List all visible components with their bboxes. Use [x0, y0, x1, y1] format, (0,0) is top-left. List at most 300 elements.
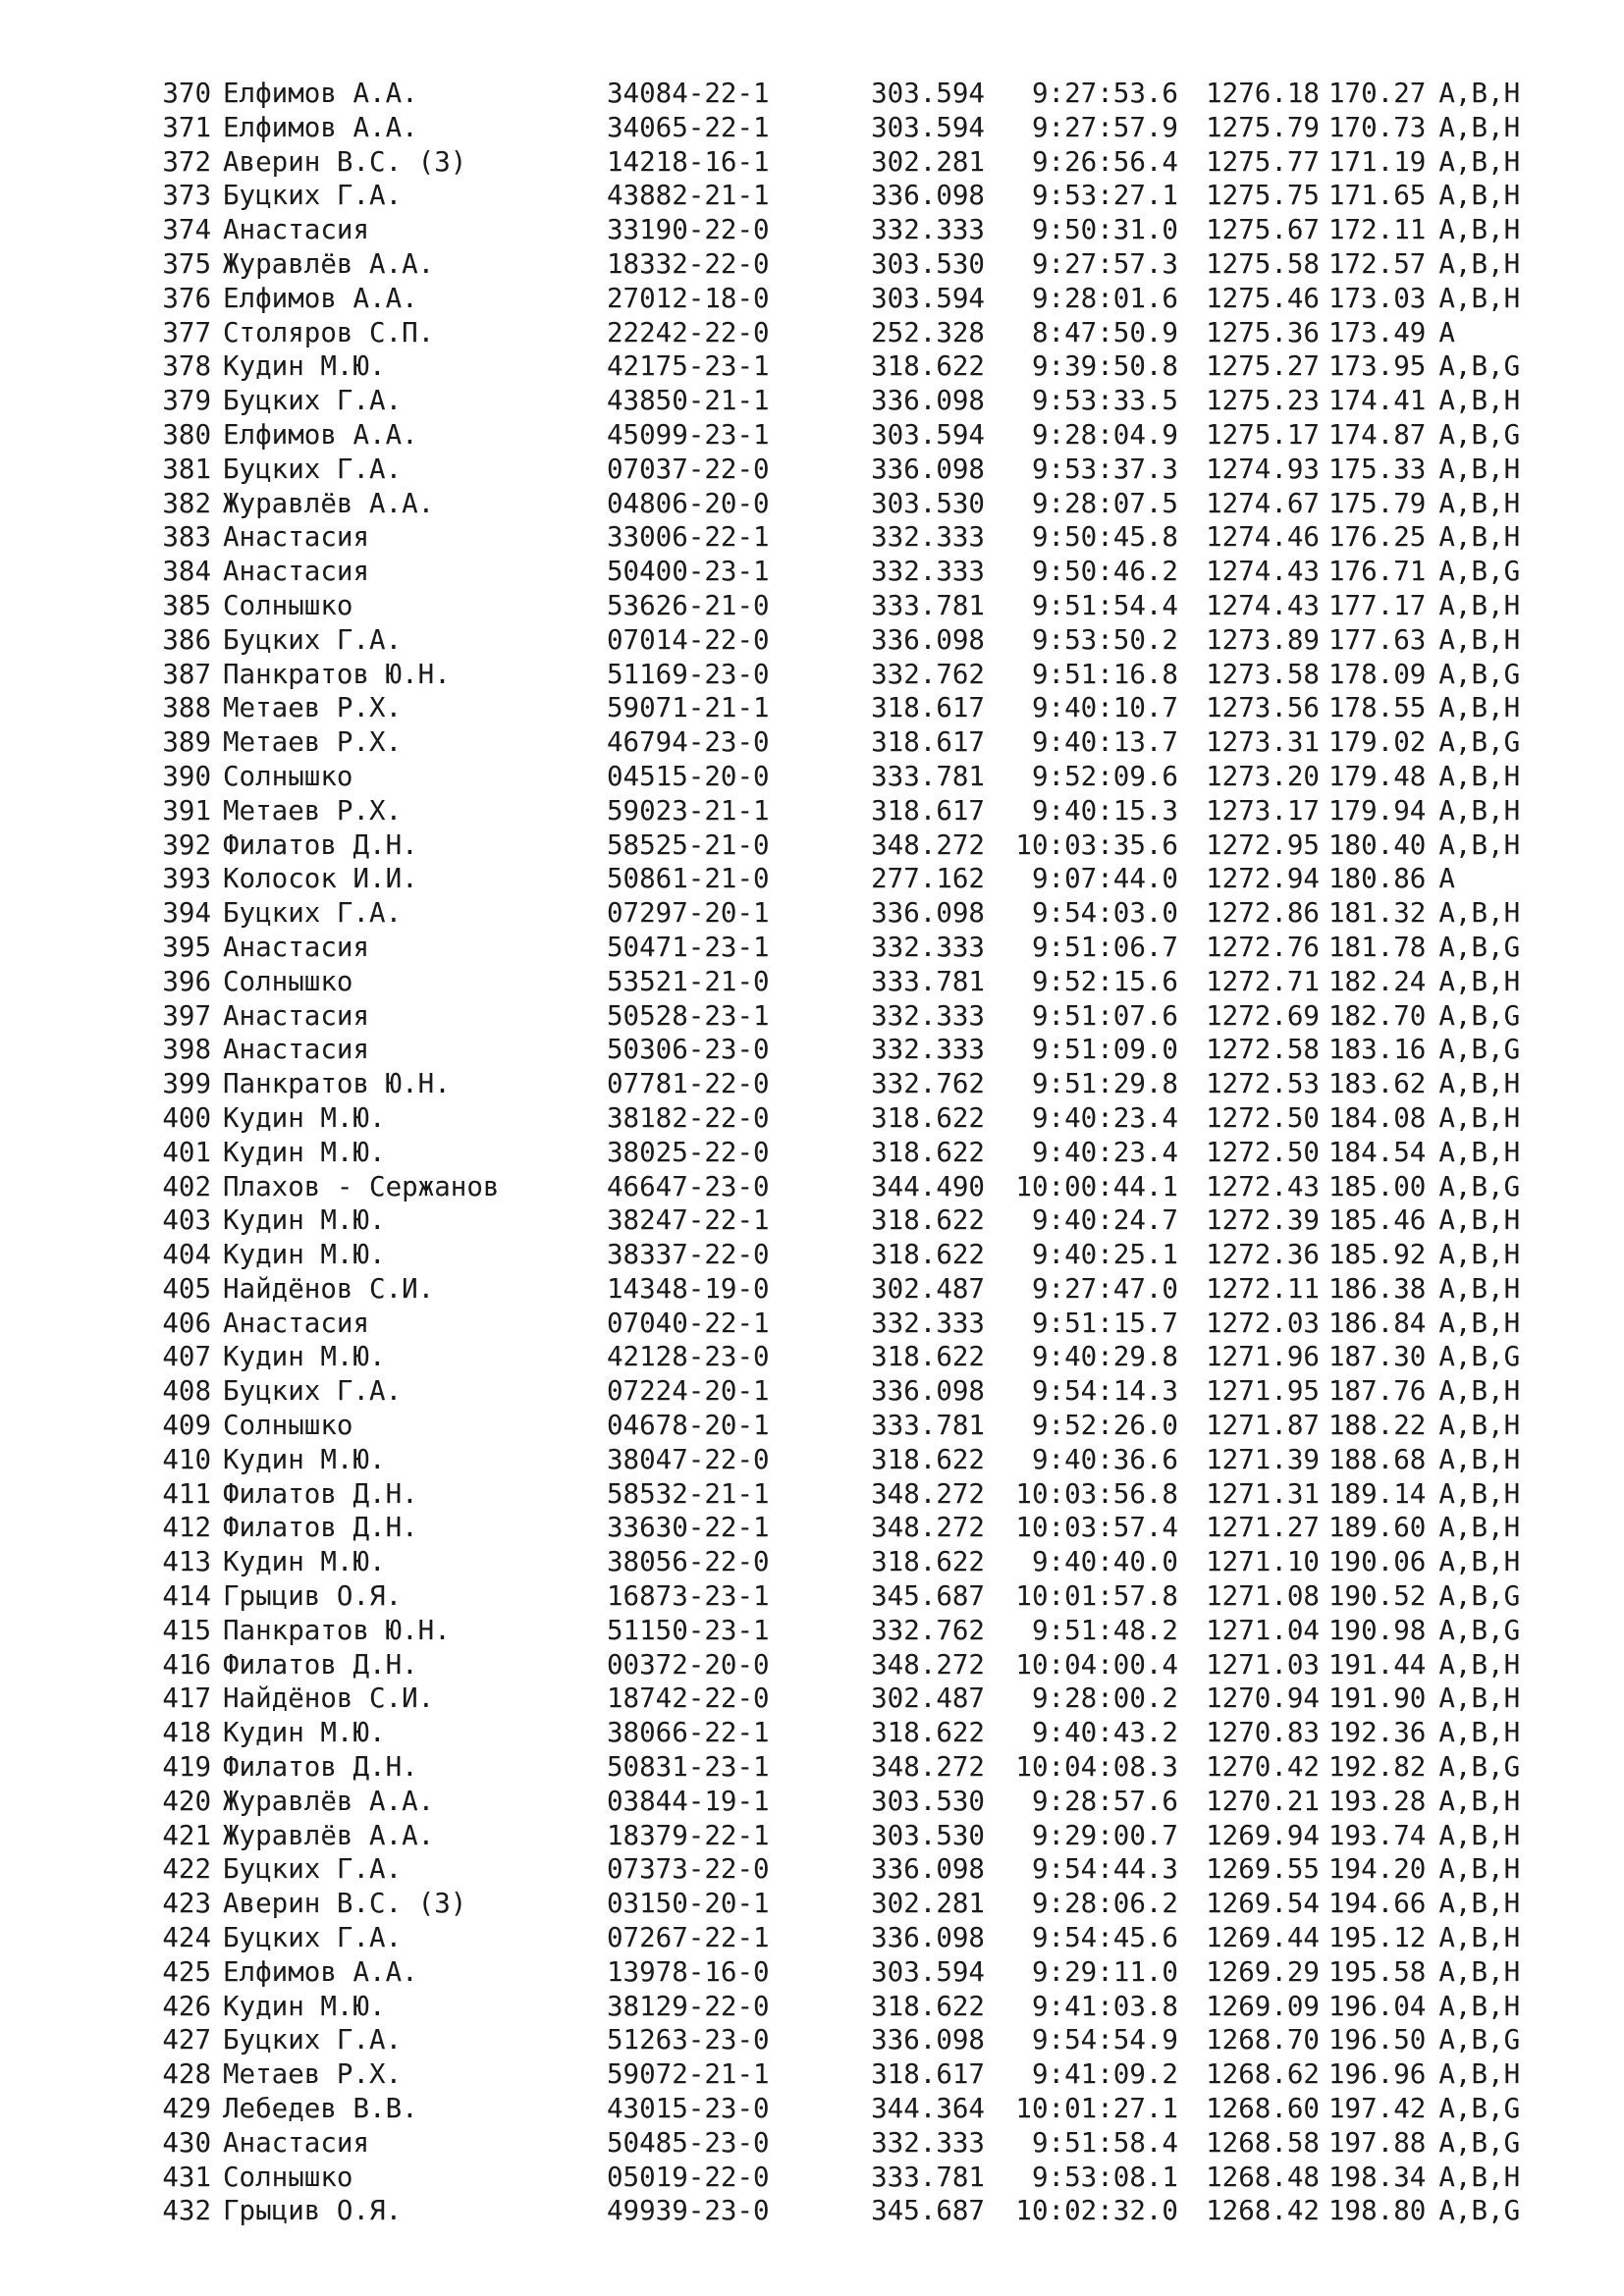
rank-cell: 387 [162, 658, 211, 690]
fancier-name-cell: Найдёнов С.И. [223, 1682, 435, 1715]
category-cell: A,B,H [1438, 1682, 1521, 1715]
distance-cell: 336.098 [871, 897, 985, 930]
speed-cell: 1275.77 [1206, 145, 1320, 178]
flight-time-cell: 9:53:37.3 [1031, 453, 1178, 485]
fancier-name-cell: Панкратов Ю.Н. [223, 1068, 451, 1100]
ring-number-cell: 50306-23-0 [607, 1034, 770, 1066]
fancier-name-cell: Буцких Г.А. [223, 1922, 403, 1954]
category-cell: A,B,G [1438, 999, 1521, 1032]
coefficient-cell: 174.41 [1328, 385, 1427, 417]
ring-number-cell: 04806-20-0 [607, 487, 770, 519]
flight-time-cell: 9:40:36.6 [1031, 1443, 1178, 1475]
category-cell: A,B,H [1438, 1546, 1521, 1578]
ring-number-cell: 43882-21-1 [607, 180, 770, 212]
speed-cell: 1274.46 [1206, 521, 1320, 554]
distance-cell: 318.622 [871, 350, 985, 383]
fancier-name-cell: Буцких Г.А. [223, 385, 403, 417]
distance-cell: 336.098 [871, 623, 985, 656]
flight-time-cell: 9:41:09.2 [1031, 2058, 1178, 2091]
speed-cell: 1271.87 [1206, 1410, 1320, 1442]
category-cell: A,B,H [1438, 1307, 1521, 1339]
rank-cell: 390 [162, 760, 211, 792]
rank-cell: 414 [162, 1580, 211, 1613]
table-row [144, 1921, 1520, 1955]
distance-cell: 318.622 [871, 1990, 985, 2022]
coefficient-cell: 193.28 [1328, 1785, 1427, 1817]
coefficient-cell: 173.49 [1328, 316, 1427, 348]
rank-cell: 380 [162, 418, 211, 451]
flight-time-cell: 9:40:23.4 [1031, 1101, 1178, 1134]
rank-cell: 417 [162, 1682, 211, 1715]
ring-number-cell: 18332-22-0 [607, 247, 770, 280]
coefficient-cell: 182.70 [1328, 999, 1427, 1032]
coefficient-cell: 179.02 [1328, 726, 1427, 759]
coefficient-cell: 171.65 [1328, 180, 1427, 212]
coefficient-cell: 171.19 [1328, 145, 1427, 178]
coefficient-cell: 177.63 [1328, 623, 1427, 656]
fancier-name-cell: Аверин В.С. (З) [223, 1888, 467, 1920]
coefficient-cell: 196.96 [1328, 2058, 1427, 2091]
speed-cell: 1273.20 [1206, 760, 1320, 792]
distance-cell: 318.622 [871, 1341, 985, 1373]
ring-number-cell: 38066-22-1 [607, 1717, 770, 1749]
fancier-name-cell: Кудин М.Ю. [223, 1717, 386, 1749]
rank-cell: 389 [162, 726, 211, 759]
ring-number-cell: 34084-22-1 [607, 78, 770, 109]
speed-cell: 1270.94 [1206, 1682, 1320, 1715]
table-row [144, 418, 1520, 453]
flight-time-cell: 9:28:07.5 [1031, 487, 1178, 519]
ring-number-cell: 43015-23-0 [607, 2093, 770, 2125]
table-row [144, 349, 1520, 384]
category-cell: A,B,G [1438, 2093, 1521, 2125]
coefficient-cell: 190.06 [1328, 1546, 1427, 1578]
speed-cell: 1268.58 [1206, 2126, 1320, 2159]
speed-cell: 1272.11 [1206, 1272, 1320, 1305]
rank-cell: 428 [162, 2058, 211, 2091]
ring-number-cell: 51169-23-0 [607, 658, 770, 690]
flight-time-cell: 10:02:32.0 [1015, 2195, 1178, 2227]
flight-time-cell: 9:29:00.7 [1031, 1819, 1178, 1851]
ring-number-cell: 53626-21-0 [607, 589, 770, 621]
fancier-name-cell: Столяров С.П. [223, 316, 435, 348]
fancier-name-cell: Анастасия [223, 521, 370, 554]
ring-number-cell: 50400-23-1 [607, 556, 770, 588]
distance-cell: 332.333 [871, 214, 985, 246]
rank-cell: 432 [162, 2195, 211, 2227]
table-row [144, 999, 1520, 1034]
fancier-name-cell: Кудин М.Ю. [223, 1136, 386, 1168]
ring-number-cell: 07267-22-1 [607, 1922, 770, 1954]
rank-cell: 429 [162, 2093, 211, 2125]
speed-cell: 1276.18 [1206, 78, 1320, 109]
ring-number-cell: 59072-21-1 [607, 2058, 770, 2091]
table-row [144, 316, 1520, 350]
coefficient-cell: 190.98 [1328, 1614, 1427, 1646]
ring-number-cell: 50528-23-1 [607, 999, 770, 1032]
table-row [144, 1238, 1520, 1272]
ring-number-cell: 07297-20-1 [607, 897, 770, 930]
flight-time-cell: 9:40:40.0 [1031, 1546, 1178, 1578]
speed-cell: 1268.60 [1206, 2093, 1320, 2125]
speed-cell: 1274.43 [1206, 556, 1320, 588]
rank-cell: 400 [162, 1101, 211, 1134]
category-cell: A,B,H [1438, 1239, 1521, 1271]
fancier-name-cell: Анастасия [223, 931, 370, 963]
rank-cell: 405 [162, 1272, 211, 1305]
category-cell: A,B,G [1438, 1751, 1521, 1784]
coefficient-cell: 184.08 [1328, 1101, 1427, 1134]
coefficient-cell: 198.80 [1328, 2195, 1427, 2227]
ring-number-cell: 33190-22-0 [607, 214, 770, 246]
fancier-name-cell: Журавлёв А.А. [223, 487, 435, 519]
category-cell: A,B,H [1438, 692, 1521, 724]
category-cell: A,B,G [1438, 1170, 1521, 1202]
coefficient-cell: 173.03 [1328, 282, 1427, 314]
coefficient-cell: 170.27 [1328, 78, 1427, 109]
category-cell: A,B,G [1438, 2195, 1521, 2227]
distance-cell: 318.622 [871, 1136, 985, 1168]
ring-number-cell: 50861-21-0 [607, 863, 770, 895]
distance-cell: 318.622 [871, 1204, 985, 1237]
category-cell: A,B,G [1438, 2126, 1521, 2159]
table-row [144, 1716, 1520, 1750]
fancier-name-cell: Солнышко [223, 965, 353, 997]
distance-cell: 318.617 [871, 726, 985, 759]
distance-cell: 318.622 [871, 1101, 985, 1134]
distance-cell: 348.272 [871, 1477, 985, 1510]
fancier-name-cell: Буцких Г.А. [223, 897, 403, 930]
fancier-name-cell: Солнышко [223, 760, 353, 792]
category-cell: A,B,H [1438, 794, 1521, 827]
fancier-name-cell: Журавлёв А.А. [223, 247, 435, 280]
ring-number-cell: 03844-19-1 [607, 1785, 770, 1817]
rank-cell: 399 [162, 1068, 211, 1100]
distance-cell: 303.530 [871, 247, 985, 280]
fancier-name-cell: Кудин М.Ю. [223, 1341, 386, 1373]
flight-time-cell: 10:01:57.8 [1015, 1580, 1178, 1613]
category-cell: A,B,H [1438, 282, 1521, 314]
fancier-name-cell: Метаев Р.Х. [223, 794, 403, 827]
table-row [144, 1033, 1520, 1067]
category-cell: A,B,H [1438, 1955, 1521, 1988]
distance-cell: 332.333 [871, 1307, 985, 1339]
flight-time-cell: 9:27:57.9 [1031, 111, 1178, 143]
flight-time-cell: 9:53:50.2 [1031, 623, 1178, 656]
coefficient-cell: 197.42 [1328, 2093, 1427, 2125]
rank-cell: 401 [162, 1136, 211, 1168]
flight-time-cell: 9:51:58.4 [1031, 2126, 1178, 2159]
flight-time-cell: 9:51:16.8 [1031, 658, 1178, 690]
flight-time-cell: 9:50:46.2 [1031, 556, 1178, 588]
flight-time-cell: 9:51:15.7 [1031, 1307, 1178, 1339]
ring-number-cell: 50485-23-0 [607, 2126, 770, 2159]
distance-cell: 336.098 [871, 1375, 985, 1408]
coefficient-cell: 186.84 [1328, 1307, 1427, 1339]
flight-time-cell: 9:54:54.9 [1031, 2024, 1178, 2056]
rank-cell: 373 [162, 180, 211, 212]
rank-cell: 423 [162, 1888, 211, 1920]
speed-cell: 1271.10 [1206, 1546, 1320, 1578]
speed-cell: 1272.76 [1206, 931, 1320, 963]
flight-time-cell: 9:52:15.6 [1031, 965, 1178, 997]
flight-time-cell: 9:52:09.6 [1031, 760, 1178, 792]
table-row [144, 77, 1520, 111]
speed-cell: 1269.94 [1206, 1819, 1320, 1851]
table-row [144, 589, 1520, 623]
coefficient-cell: 194.66 [1328, 1888, 1427, 1920]
speed-cell: 1272.36 [1206, 1239, 1320, 1271]
ring-number-cell: 38182-22-0 [607, 1101, 770, 1134]
table-row [144, 691, 1520, 725]
table-row [144, 453, 1520, 487]
distance-cell: 336.098 [871, 1922, 985, 1954]
table-row [144, 2194, 1520, 2228]
fancier-name-cell: Елфимов А.А. [223, 111, 418, 143]
flight-time-cell: 10:04:00.4 [1015, 1648, 1178, 1681]
coefficient-cell: 184.54 [1328, 1136, 1427, 1168]
fancier-name-cell: Елфимов А.А. [223, 1955, 418, 1988]
speed-cell: 1272.50 [1206, 1101, 1320, 1134]
speed-cell: 1269.09 [1206, 1990, 1320, 2022]
ring-number-cell: 33006-22-1 [607, 521, 770, 554]
category-cell: A,B,H [1438, 1512, 1521, 1544]
table-row [144, 247, 1520, 282]
coefficient-cell: 177.17 [1328, 589, 1427, 621]
coefficient-cell: 191.44 [1328, 1648, 1427, 1681]
speed-cell: 1271.31 [1206, 1477, 1320, 1510]
category-cell: A,B,H [1438, 214, 1521, 246]
category-cell: A,B,H [1438, 2058, 1521, 2091]
rank-cell: 371 [162, 111, 211, 143]
category-cell: A,B,G [1438, 1614, 1521, 1646]
fancier-name-cell: Аверин В.С. (З) [223, 145, 467, 178]
ring-number-cell: 07224-20-1 [607, 1375, 770, 1408]
coefficient-cell: 185.00 [1328, 1170, 1427, 1202]
speed-cell: 1274.67 [1206, 487, 1320, 519]
fancier-name-cell: Грыцив О.Я. [223, 1580, 403, 1613]
speed-cell: 1268.48 [1206, 2161, 1320, 2193]
ring-number-cell: 38047-22-0 [607, 1443, 770, 1475]
coefficient-cell: 192.82 [1328, 1751, 1427, 1784]
distance-cell: 302.281 [871, 1888, 985, 1920]
ring-number-cell: 38337-22-0 [607, 1239, 770, 1271]
rank-cell: 412 [162, 1512, 211, 1544]
flight-time-cell: 10:04:08.3 [1015, 1751, 1178, 1784]
ring-number-cell: 53521-21-0 [607, 965, 770, 997]
ring-number-cell: 18742-22-0 [607, 1682, 770, 1715]
rank-cell: 430 [162, 2126, 211, 2159]
ring-number-cell: 59023-21-1 [607, 794, 770, 827]
table-row [144, 2161, 1520, 2195]
category-cell: A,B,H [1438, 1785, 1521, 1817]
category-cell: A,B,H [1438, 145, 1521, 178]
flight-time-cell: 10:03:57.4 [1015, 1512, 1178, 1544]
rank-cell: 378 [162, 350, 211, 383]
table-row [144, 1136, 1520, 1170]
category-cell: A,B,H [1438, 385, 1521, 417]
category-cell: A,B,G [1438, 931, 1521, 963]
rank-cell: 419 [162, 1751, 211, 1784]
ring-number-cell: 03150-20-1 [607, 1888, 770, 1920]
distance-cell: 332.333 [871, 556, 985, 588]
rank-cell: 418 [162, 1717, 211, 1749]
table-row [144, 1511, 1520, 1545]
category-cell: A,B,G [1438, 1341, 1521, 1373]
speed-cell: 1273.17 [1206, 794, 1320, 827]
category-cell: A,B,H [1438, 1136, 1521, 1168]
speed-cell: 1269.29 [1206, 1955, 1320, 1988]
coefficient-cell: 175.79 [1328, 487, 1427, 519]
table-row [144, 794, 1520, 828]
ring-number-cell: 51263-23-0 [607, 2024, 770, 2056]
flight-time-cell: 9:53:08.1 [1031, 2161, 1178, 2193]
flight-time-cell: 9:28:06.2 [1031, 1888, 1178, 1920]
rank-cell: 397 [162, 999, 211, 1032]
rank-cell: 391 [162, 794, 211, 827]
fancier-name-cell: Плахов - Сержанов [223, 1170, 500, 1202]
rank-cell: 426 [162, 1990, 211, 2022]
flight-time-cell: 9:28:01.6 [1031, 282, 1178, 314]
fancier-name-cell: Филатов Д.Н. [223, 1512, 418, 1544]
ring-number-cell: 46647-23-0 [607, 1170, 770, 1202]
coefficient-cell: 188.68 [1328, 1443, 1427, 1475]
ring-number-cell: 45099-23-1 [607, 418, 770, 451]
coefficient-cell: 189.14 [1328, 1477, 1427, 1510]
distance-cell: 332.762 [871, 658, 985, 690]
table-row [144, 1272, 1520, 1307]
category-cell: A,B,H [1438, 1853, 1521, 1886]
table-row [144, 1648, 1520, 1682]
rank-cell: 388 [162, 692, 211, 724]
table-row [144, 931, 1520, 965]
ring-number-cell: 38056-22-0 [607, 1546, 770, 1578]
speed-cell: 1275.17 [1206, 418, 1320, 451]
coefficient-cell: 176.71 [1328, 556, 1427, 588]
speed-cell: 1273.31 [1206, 726, 1320, 759]
ring-number-cell: 07040-22-1 [607, 1307, 770, 1339]
rank-cell: 415 [162, 1614, 211, 1646]
distance-cell: 318.622 [871, 1546, 985, 1578]
category-cell: A,B,H [1438, 1410, 1521, 1442]
distance-cell: 303.530 [871, 1819, 985, 1851]
results-body [144, 77, 1520, 2228]
rank-cell: 402 [162, 1170, 211, 1202]
speed-cell: 1270.21 [1206, 1785, 1320, 1817]
fancier-name-cell: Кудин М.Ю. [223, 1101, 386, 1134]
fancier-name-cell: Журавлёв А.А. [223, 1785, 435, 1817]
table-row [144, 2126, 1520, 2161]
speed-cell: 1272.69 [1206, 999, 1320, 1032]
fancier-name-cell: Елфимов А.А. [223, 418, 418, 451]
rank-cell: 375 [162, 247, 211, 280]
distance-cell: 333.781 [871, 965, 985, 997]
flight-time-cell: 9:40:13.7 [1031, 726, 1178, 759]
category-cell: A,B,H [1438, 1990, 1521, 2022]
ring-number-cell: 58532-21-1 [607, 1477, 770, 1510]
distance-cell: 318.617 [871, 2058, 985, 2091]
table-row [144, 1990, 1520, 2024]
coefficient-cell: 187.30 [1328, 1341, 1427, 1373]
category-cell: A,B,H [1438, 589, 1521, 621]
rank-cell: 425 [162, 1955, 211, 1988]
flight-time-cell: 9:26:56.4 [1031, 145, 1178, 178]
table-row [144, 1374, 1520, 1409]
distance-cell: 336.098 [871, 2024, 985, 2056]
rank-cell: 385 [162, 589, 211, 621]
coefficient-cell: 193.74 [1328, 1819, 1427, 1851]
ring-number-cell: 14218-16-1 [607, 145, 770, 178]
flight-time-cell: 9:40:29.8 [1031, 1341, 1178, 1373]
table-row [144, 862, 1520, 896]
flight-time-cell: 9:27:47.0 [1031, 1272, 1178, 1305]
flight-time-cell: 9:53:33.5 [1031, 385, 1178, 417]
table-row [144, 1203, 1520, 1238]
speed-cell: 1271.27 [1206, 1512, 1320, 1544]
category-cell: A,B,G [1438, 350, 1521, 383]
category-cell: A,B,G [1438, 418, 1521, 451]
distance-cell: 318.622 [871, 1443, 985, 1475]
distance-cell: 332.333 [871, 931, 985, 963]
coefficient-cell: 181.78 [1328, 931, 1427, 963]
table-row [144, 965, 1520, 999]
fancier-name-cell: Найдёнов С.И. [223, 1272, 435, 1305]
ring-number-cell: 46794-23-0 [607, 726, 770, 759]
fancier-name-cell: Метаев Р.Х. [223, 692, 403, 724]
category-cell: A,B,H [1438, 1819, 1521, 1851]
speed-cell: 1275.27 [1206, 350, 1320, 383]
flight-time-cell: 9:51:54.4 [1031, 589, 1178, 621]
table-row [144, 145, 1520, 180]
category-cell: A,B,H [1438, 1717, 1521, 1749]
coefficient-cell: 195.58 [1328, 1955, 1427, 1988]
distance-cell: 302.487 [871, 1272, 985, 1305]
table-row [144, 213, 1520, 247]
fancier-name-cell: Анастасия [223, 1307, 370, 1339]
ring-number-cell: 22242-22-0 [607, 316, 770, 348]
fancier-name-cell: Буцких Г.А. [223, 623, 403, 656]
rank-cell: 413 [162, 1546, 211, 1578]
ring-number-cell: 07373-22-0 [607, 1853, 770, 1886]
distance-cell: 302.281 [871, 145, 985, 178]
rank-cell: 394 [162, 897, 211, 930]
rank-cell: 374 [162, 214, 211, 246]
fancier-name-cell: Филатов Д.Н. [223, 1477, 418, 1510]
table-row [144, 1955, 1520, 1990]
category-cell: A,B,H [1438, 897, 1521, 930]
distance-cell: 348.272 [871, 1751, 985, 1784]
flight-time-cell: 10:03:35.6 [1015, 828, 1178, 861]
rank-cell: 407 [162, 1341, 211, 1373]
table-row [144, 555, 1520, 589]
rank-cell: 398 [162, 1034, 211, 1066]
rank-cell: 409 [162, 1410, 211, 1442]
rank-cell: 410 [162, 1443, 211, 1475]
fancier-name-cell: Метаев Р.Х. [223, 726, 403, 759]
distance-cell: 303.594 [871, 418, 985, 451]
rank-cell: 382 [162, 487, 211, 519]
category-cell: A,B,G [1438, 2024, 1521, 2056]
table-row [144, 1307, 1520, 1341]
speed-cell: 1273.89 [1206, 623, 1320, 656]
results-table [144, 77, 1520, 2228]
ring-number-cell: 43850-21-1 [607, 385, 770, 417]
distance-cell: 332.333 [871, 2126, 985, 2159]
flight-time-cell: 9:52:26.0 [1031, 1410, 1178, 1442]
ring-number-cell: 42175-23-1 [607, 350, 770, 383]
flight-time-cell: 9:40:23.4 [1031, 1136, 1178, 1168]
speed-cell: 1269.54 [1206, 1888, 1320, 1920]
